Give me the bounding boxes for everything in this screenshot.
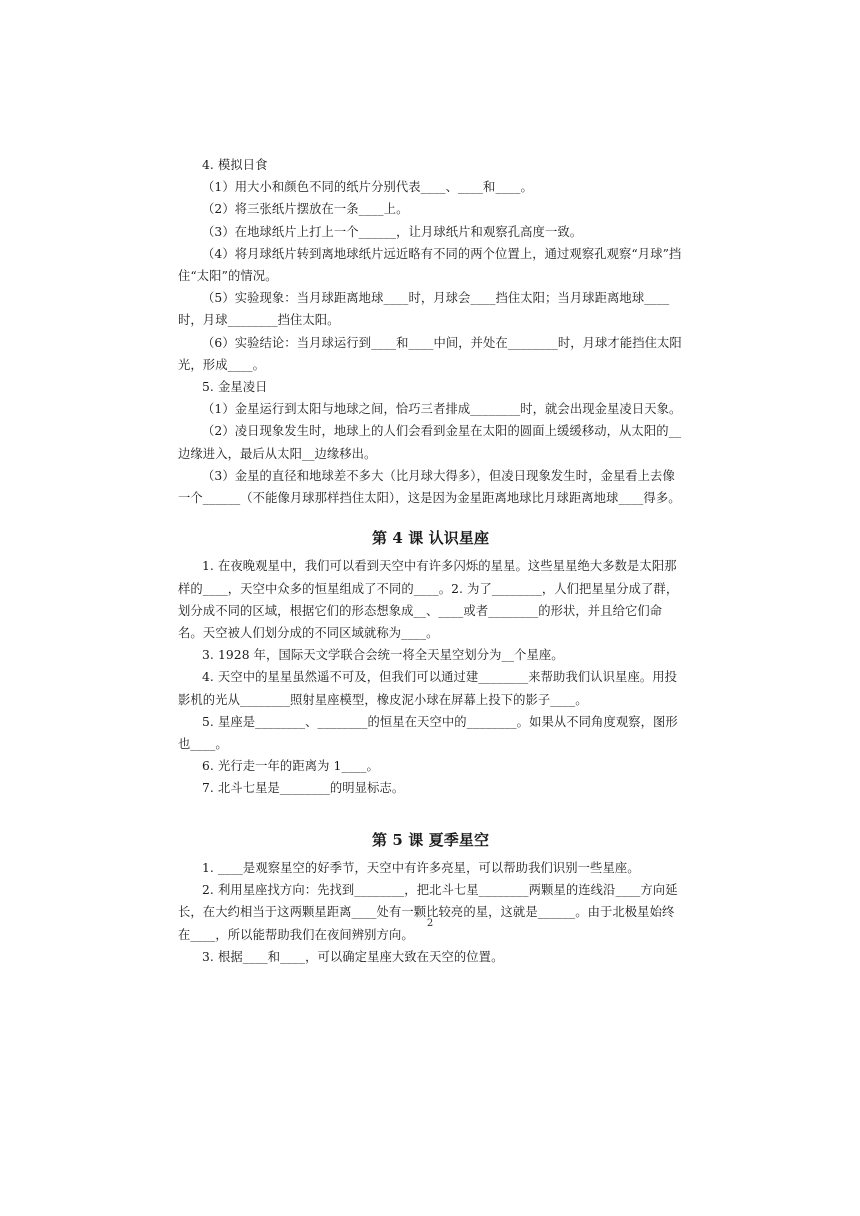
page-content <box>178 154 683 968</box>
list-item: （2）将三张纸片摆放在一条____上。 <box>202 202 409 217</box>
section-heading-solar-eclipse: 4. 模拟日食 <box>202 158 268 172</box>
list-item: 1. 在夜晚观星中，我们可以看到天空中有许多闪烁的星星。这些星星绝大多数是太阳那样的____，天空中众多的恒星组成了不同的____。2. 为了________，人们把星星分成了群，划分成不同的区域，根据它们的形态想象成__、____或者________的形状，并且给它们命名。天空被人们划分成的不同区域就称为____。 <box>178 559 679 641</box>
list-item: 6. 光行走一年的距离为 1____。 <box>202 759 379 774</box>
list-item: 3. 根据____和____，可以确定星座大致在天空的位置。 <box>202 949 504 964</box>
list-item: 5. 星座是________、________的恒星在天空中的________。如果从不同角度观察，图形也____。 <box>178 714 678 752</box>
list-item: 7. 北斗七星是________的明显标志。 <box>202 781 405 796</box>
lesson-title-constellations: 第 4 课 认识星座 <box>371 529 490 548</box>
page-number: 2 <box>426 918 434 929</box>
list-item: （3）在地球纸片上打上一个______，让月球纸片和观察孔高度一致。 <box>202 224 583 239</box>
list-item: （1）用大小和颜色不同的纸片分别代表____、____和____。 <box>202 180 533 195</box>
section-heading-venus-transit: 5. 金星凌日 <box>202 380 268 395</box>
list-item: （2）凌日现象发生时，地球上的人们会看到金星在太阳的圆面上缓缓移动，从太阳的__边缘进入，最后从太阳__边缘移出。 <box>178 424 682 461</box>
list-item: 3. 1928 年，国际天文学联合会统一将全天星空划分为__个星座。 <box>202 648 564 663</box>
list-item: （6）实验结论：当月球运行到____和____中间，并处在________时，月球才能挡住太阳光，形成____。 <box>178 335 682 372</box>
list-item: 4. 天空中的星星虽然遥不可及，但我们可以通过建________来帮助我们认识星座。用投影机的光从________照射星座模型，橡皮泥小球在屏幕上投下的影子____。 <box>178 670 678 707</box>
lesson-title-summer-sky: 第 5 课 夏季星空 <box>371 830 490 849</box>
list-item: （5）实验现象：当月球距离地球____时，月球会____挡住太阳；当月球距离地球____时，月球________挡住太阳。 <box>178 291 670 328</box>
list-item: （1）金星运行到太阳与地球之间，恰巧三者排成________时，就会出现金星凌日天象。 <box>202 402 682 417</box>
list-item: 2. 利用星座找方向：先找到________，把北斗七星________两颗星的连线沿____方向延长，在大约相当于这两颗星距离____处有一颗比较亮的星，这就是______。由于北极星始终在____，所以能帮助我们在夜间辨别方向。 <box>178 883 678 942</box>
list-item: （3）金星的直径和地球差不多大（比月球大得多），但凌日现象发生时，金星看上去像一个______（不能像月球那样挡住太阳），这是因为金星距离地球比月球距离地球____得多。 <box>178 468 681 506</box>
list-item: （4）将月球纸片转到离地球纸片远近略有不同的两个位置上，通过观察孔观察“月球”挡住“太阳”的情况。 <box>178 246 682 284</box>
list-item: 1. ____是观察星空的好季节，天空中有许多亮星，可以帮助我们识别一些星座。 <box>202 860 640 875</box>
